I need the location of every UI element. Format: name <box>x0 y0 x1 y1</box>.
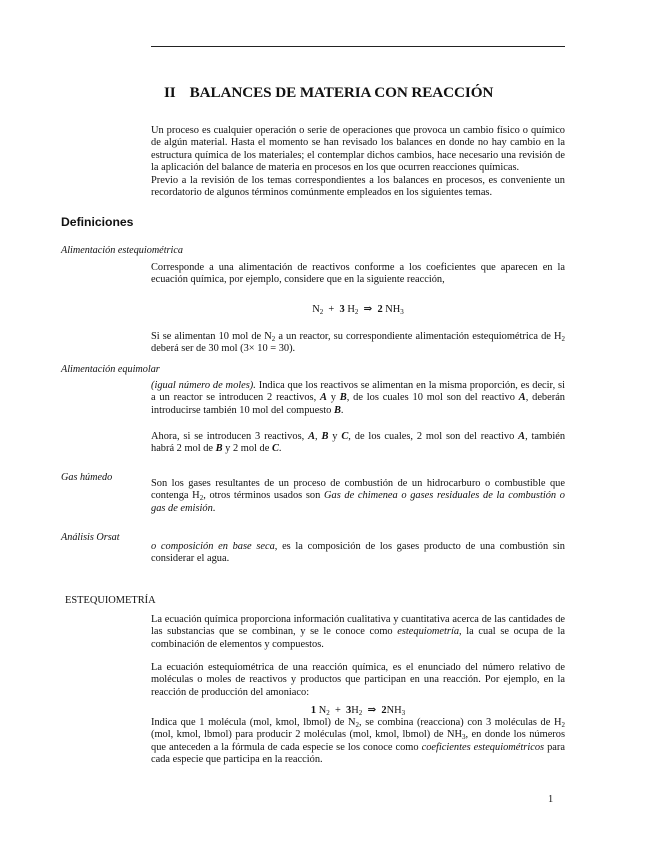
eq2-plus: + <box>334 705 341 716</box>
eq2-n2: N <box>318 705 327 716</box>
italic-run: o composición en base seca <box>151 541 275 552</box>
alimentacion-equimolar-paragraph-2 <box>151 431 565 456</box>
intro-paragraphs <box>151 125 565 199</box>
subscript: 2 <box>199 494 204 503</box>
alimentacion-esteq-paragraph-2 <box>151 331 565 356</box>
chapter-title <box>164 84 493 102</box>
subscript: 2 <box>355 721 360 729</box>
text-run: , de los cuales 10 mol son del reactivo <box>346 392 519 404</box>
text-run: y <box>326 392 340 404</box>
eq1-nh3-sub: 3 <box>400 308 404 316</box>
text-run: Son los gases resultantes de un proceso de combustión de un hidrocarburo o combustible que contenga H <box>151 478 565 502</box>
text-run: y 2 mol de <box>222 443 272 455</box>
reactant-a: A <box>308 431 316 442</box>
text-run: , de los cuales, 2 mol son del reactivo <box>348 431 519 442</box>
estequiometria-paragraph-2: La ecuación estequiométrica de una reacción química, es el enunciado del número relativo de moléculas o moles de reactivos y productos que participan en una reacción. Por ejemplo, en la reacción de producción del amoniaco: <box>151 662 565 698</box>
term-alimentacion-equimolar: Alimentación equimolar <box>61 364 160 375</box>
page-number: 1 <box>548 794 554 805</box>
estequiometria-heading: ESTEQUIOMETRÍA <box>65 595 156 606</box>
text-run: . <box>340 404 344 416</box>
term-gas-humedo: Gas húmedo <box>61 472 113 483</box>
text-run: , se combina (reacciona) con 3 moléculas de H <box>359 717 562 728</box>
eq2-coef-n2: 1 <box>310 705 317 716</box>
eq1-coef-h2: 3 <box>339 304 345 315</box>
eq1-plus: + <box>328 304 335 315</box>
eq1-n2-sub: 2 <box>319 308 324 316</box>
reactant-a: A <box>320 392 327 404</box>
subscript: 2 <box>561 721 565 729</box>
subscript: 2 <box>561 335 565 343</box>
analisis-orsat-paragraph <box>151 541 565 566</box>
subscript: 2 <box>271 335 276 343</box>
chapter-title-text: BALANCES DE MATERIA CON REACCIÓN <box>189 84 494 101</box>
italic-run: (igual número de moles). <box>151 380 256 391</box>
reactant-b: B <box>333 404 341 416</box>
reactant-b: B <box>215 443 223 455</box>
text-run: Si se alimentan 10 mol de N <box>151 331 272 342</box>
gas-humedo-paragraph <box>151 478 565 515</box>
eq2-nh3-sub: 3 <box>401 709 406 717</box>
term-analisis-orsat: Análisis Orsat <box>61 532 120 543</box>
text-run: . <box>212 502 216 514</box>
eq2-n2-sub: 2 <box>326 709 330 717</box>
text-run: , en donde los números que anteceden a la fórmula de cada especie se los conoce como <box>151 729 566 753</box>
intro-paragraph-1: Un proceso es cualquier operación o serie de operaciones que provoca un cambio físico o químico de algún material. Hasta el momento se han revisado los balances en donde no hay cambio en la estructura química de los materiales; el contemplar dichos cambios, hace necesario una revisión de la aplicación del balance de materia en procesos en los que ocurren reacciones químicas. <box>151 125 565 174</box>
text-run: , <box>315 431 322 442</box>
subscript: 3 <box>461 733 466 742</box>
alimentacion-equimolar-paragraph-1 <box>151 380 565 417</box>
text-run: . <box>278 443 282 455</box>
text-run: (mol, kmol, lbmol) para producir 2 moléculas (mol, kmol, lbmol) de NH <box>151 729 462 741</box>
italic-run: estequiometría <box>397 626 460 638</box>
text-run: , es la composición de los gases producto de una combustión sin considerar el agua. <box>151 541 565 565</box>
header-rule <box>151 46 565 47</box>
eq2-coef-nh3: 2 <box>381 705 387 716</box>
text-run: La ecuación química proporciona información cualitativa y cuantitativa acerca de las cantidades de las substancias que se combinan, y se le conoce como <box>151 614 565 638</box>
italic-run: coeficientes estequiométricos <box>421 741 545 753</box>
term-alimentacion-estequiometrica: Alimentación estequiométrica <box>61 245 183 256</box>
text-run: , también habrá 2 mol de <box>151 431 566 455</box>
text-run: , otros términos usados son <box>203 490 324 502</box>
reaction-equation-1 <box>151 303 565 315</box>
reaction-equation-2 <box>151 704 565 716</box>
estequiometria-paragraph-1 <box>151 614 565 651</box>
text-run: Indica que 1 molécula (mol, kmol, lbmol) de N <box>151 717 356 728</box>
estequiometria-paragraph-3 <box>151 717 565 767</box>
reactant-c: C <box>271 443 279 455</box>
eq1-h2: H <box>347 304 355 315</box>
text-run: y <box>328 431 342 442</box>
text-run: para cada especie que participa en la reacción. <box>151 741 565 766</box>
eq2-h2-sub: 2 <box>358 709 363 717</box>
alimentacion-esteq-paragraph-1: Corresponde a una alimentación de reactivos conforme a los coeficientes que aparecen en la ecuación química, por ejemplo, considere que en la siguiente reacción, <box>151 262 565 286</box>
eq1-arrow: ⇒ <box>363 304 373 315</box>
reactant-b: B <box>339 392 347 404</box>
chapter-number: II <box>164 84 176 101</box>
definitions-heading: Definiciones <box>61 215 134 229</box>
italic-run: Gas de chimenea o gases residuales de la combustión o gas de emisión <box>151 490 565 514</box>
eq2-nh3: NH <box>386 705 402 716</box>
intro-paragraph-2: Previo a la revisión de los temas correspondientes a los balances en procesos, es conveniente un recordatorio de algunos términos comúnmente empleados en los siguientes temas. <box>151 174 565 199</box>
eq1-h2-sub: 2 <box>354 308 359 316</box>
reactant-a: A <box>518 431 526 442</box>
text-run: deberá ser de 30 mol (3× 10 = 30). <box>151 343 296 355</box>
eq1-n2: N <box>312 304 320 315</box>
eq1-nh3: NH <box>385 304 401 315</box>
text-run: , la cual se ocupa de la combinación de elementos y compuestos. <box>151 626 565 650</box>
eq2-h2: H <box>351 705 359 716</box>
eq1-coef-nh3: 2 <box>377 304 383 315</box>
text-run: Ahora, si se introducen 3 reactivos, <box>151 431 309 442</box>
reactant-c: C <box>341 431 349 442</box>
text-run: a un reactor, su correspondiente alimentación estequiométrica de H <box>275 331 562 342</box>
text-run: , deberán introducirse también 10 mol del compuesto <box>151 392 566 416</box>
reactant-a: A <box>518 392 526 404</box>
eq2-arrow: ⇒ <box>367 705 377 716</box>
text-run: Indica que los reactivos se alimentan en la misma proporción, es decir, si a un reactor se introducen 2 reactivos, <box>151 380 565 404</box>
reactant-b: B <box>321 431 329 442</box>
eq2-coef-h2: 3 <box>346 705 352 716</box>
